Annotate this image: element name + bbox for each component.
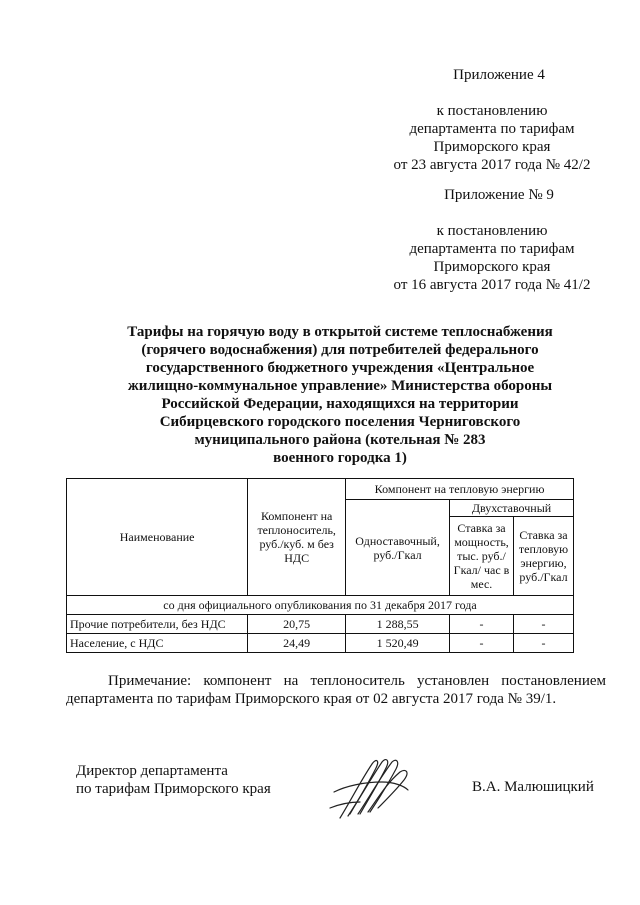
appendix-9-line: департамента по тарифам — [409, 241, 575, 257]
header-heat-rate: Ставка за тепловую энергию, руб./Гкал — [513, 517, 573, 596]
title-line: государственного бюджетного учреждения «Центральное — [145, 360, 535, 376]
table-row — [67, 615, 574, 634]
position-line: Директор департамента — [76, 763, 228, 779]
header-two-rate: Двухставочный — [450, 500, 574, 517]
appendix-4-line: от 23 августа 2017 года № 42/2 — [393, 157, 591, 173]
row-name: Прочие потребители, без НДС — [67, 615, 248, 634]
appendix-9-line: от 16 августа 2017 года № 41/2 — [393, 277, 591, 293]
appendix-9-title: Приложение № 9 — [444, 187, 554, 203]
title-line: Тарифы на горячую воду в открытой системе теплоснабжения — [127, 324, 553, 340]
appendix-9-block — [374, 186, 610, 294]
period-row: со дня официального опубликования по 31 декабря 2017 года — [67, 596, 574, 615]
title-line: муниципального района (котельная № 283 — [194, 432, 486, 448]
header-component: Компонент на теплоноситель, руб./куб. м без НДС — [248, 479, 346, 596]
appendix-4-line: Приморского края — [433, 139, 551, 155]
row-single: 1 520,49 — [346, 634, 450, 653]
table-row — [67, 634, 574, 653]
title-line: военного городка 1) — [273, 450, 407, 466]
appendix-4-line: к постановлению — [436, 103, 548, 119]
signatory-name: В.А. Малюшицкий — [472, 779, 594, 795]
appendix-9-line: к постановлению — [436, 223, 548, 239]
signatory-position — [76, 762, 271, 798]
document-title — [60, 323, 620, 467]
title-line: Российской Федерации, находящихся на территории — [161, 396, 519, 412]
appendix-4-block — [374, 66, 610, 174]
row-heat: - — [513, 615, 573, 634]
appendix-4-title: Приложение 4 — [453, 67, 545, 83]
header-energy: Компонент на тепловую энергию — [346, 479, 574, 500]
handwritten-signature — [320, 752, 420, 824]
appendix-4-line: департамента по тарифам — [409, 121, 575, 137]
row-component: 20,75 — [248, 615, 346, 634]
note-paragraph: Примечание: компонент на теплоноситель установлен постановлением департамента по тарифам Приморского края от 02 августа 2017 года № 39/1. — [66, 673, 606, 707]
header-name: Наименование — [67, 479, 248, 596]
title-line: Сибирцевского городского поселения Черниговского — [159, 414, 521, 430]
row-power: - — [450, 634, 514, 653]
row-component: 24,49 — [248, 634, 346, 653]
header-power-rate: Ставка за мощность, тыс. руб./Гкал/ час в мес. — [450, 517, 514, 596]
row-power: - — [450, 615, 514, 634]
title-line: жилищно-коммунальное управление» Министерства обороны — [127, 378, 553, 394]
tariff-table — [66, 478, 574, 653]
position-line: по тарифам Приморского края — [76, 781, 271, 797]
row-single: 1 288,55 — [346, 615, 450, 634]
title-line: (горячего водоснабжения) для потребителей федерального — [141, 342, 539, 358]
appendix-9-line: Приморского края — [433, 259, 551, 275]
row-name: Население, с НДС — [67, 634, 248, 653]
row-heat: - — [513, 634, 573, 653]
header-single-rate: Одноставочный, руб./Гкал — [346, 500, 450, 596]
